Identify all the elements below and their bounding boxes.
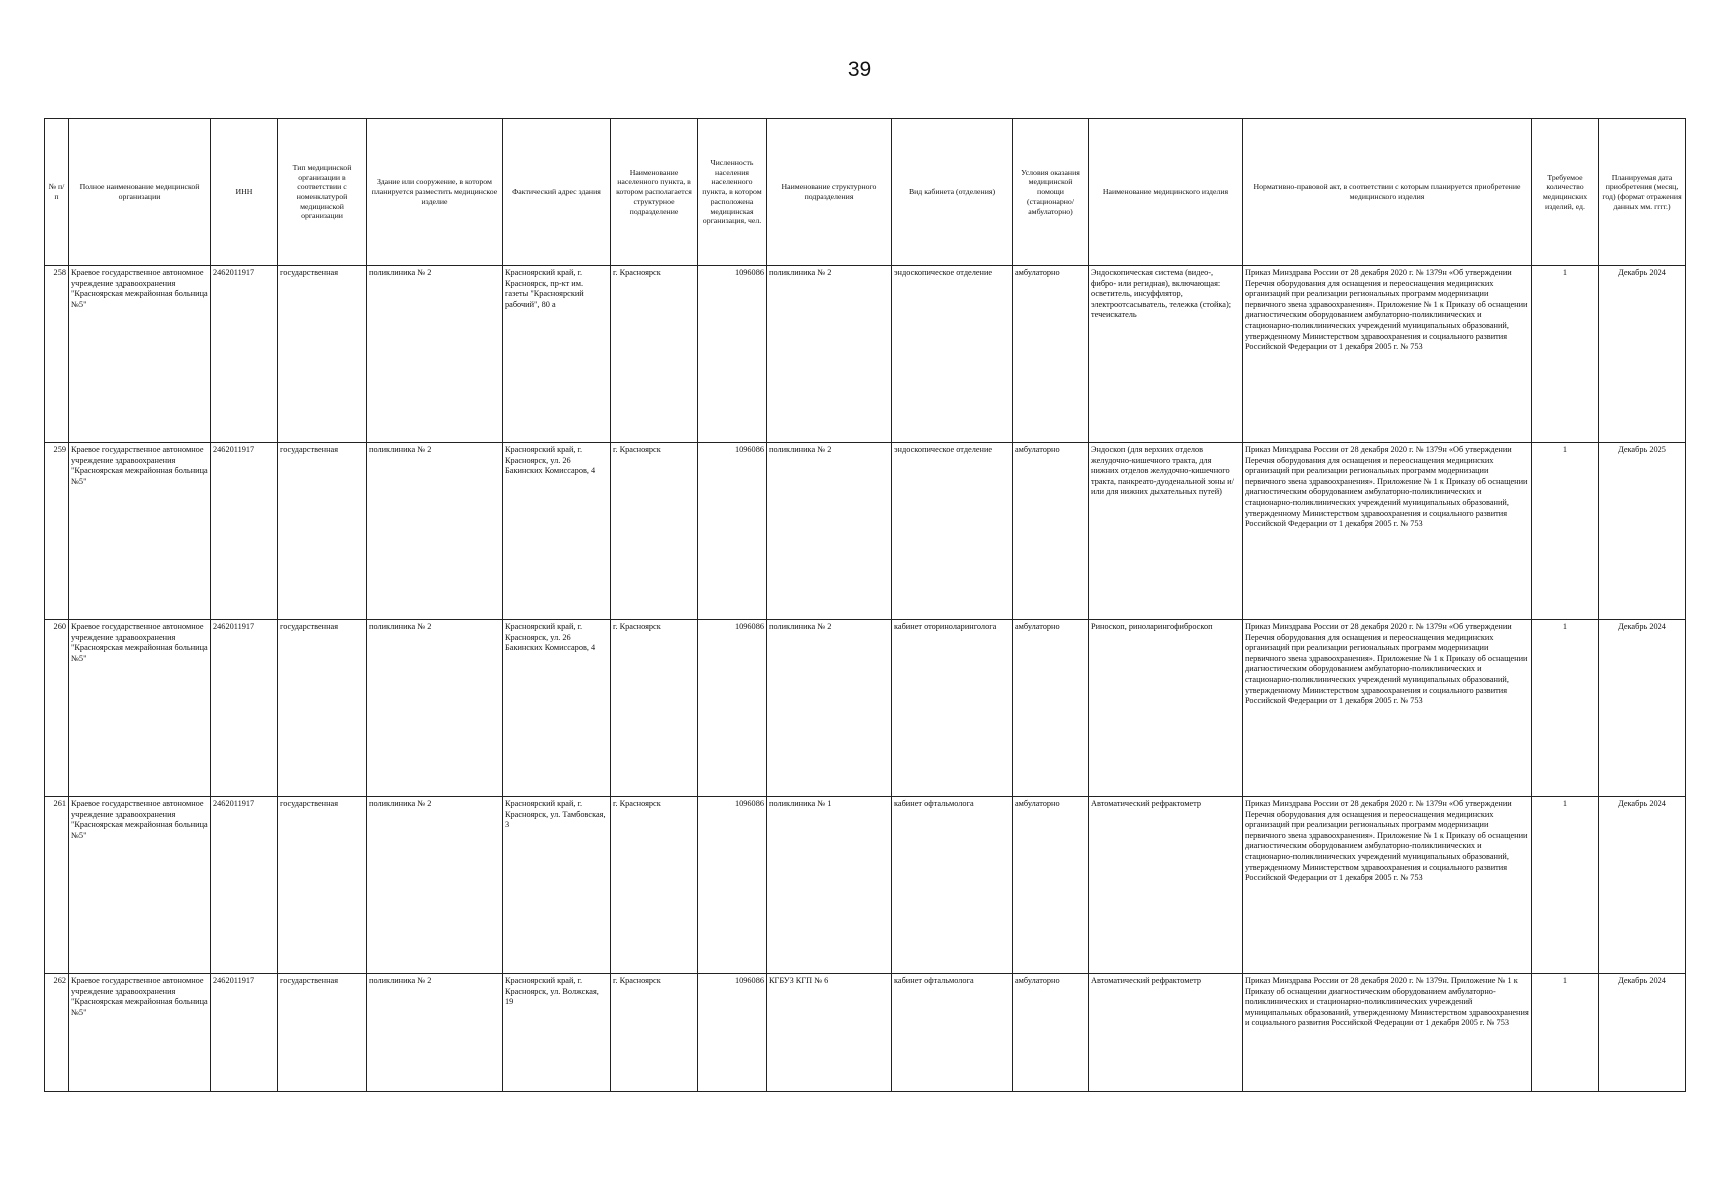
cell-building: поликлиника № 2 <box>367 266 503 443</box>
cell-date: Декабрь 2024 <box>1599 797 1686 974</box>
col-header-building: Здание или сооружение, в котором планируется разместить медицинское изделие <box>367 119 503 266</box>
col-header-act: Нормативно-правовой акт, в соответствии с которым планируется приобретение медицинского изделия <box>1243 119 1532 266</box>
cell-act: Приказ Минздрава России от 28 декабря 2020 г. № 1379н «Об утверждении Перечня оборудования для оснащения и переоснащения медицинских организаций при реализации региональных программ модернизации первичного звена здравоохранения». Приложение № 1 к Приказу об оснащении диагностическим оборудованием амбулаторно-поликлинических и стационарно-поликлинических учреждений муниципальных образований, утвержденному Министерством здравоохранения и социального развития Российской Федерации от 1 декабря 2005 г. № 753 <box>1243 620 1532 797</box>
cell-population: 1096086 <box>698 620 767 797</box>
col-header-locality: Наименование населенного пункта, в котором располагается структурное подразделение <box>611 119 698 266</box>
table-row <box>45 620 1686 797</box>
cell-num: 258 <box>45 266 69 443</box>
cell-population: 1096086 <box>698 443 767 620</box>
cell-num: 261 <box>45 797 69 974</box>
cell-act: Приказ Минздрава России от 28 декабря 2020 г. № 1379н «Об утверждении Перечня оборудования для оснащения и переоснащения медицинских организаций при реализации региональных программ модернизации первичного звена здравоохранения». Приложение № 1 к Приказу об оснащении диагностическим оборудованием амбулаторно-поликлинических и стационарно-поликлинических учреждений муниципальных образований, утвержденному Министерством здравоохранения и социального развития Российской Федерации от 1 декабря 2005 г. № 753 <box>1243 443 1532 620</box>
cell-locality: г. Красноярск <box>611 620 698 797</box>
cell-type: государственная <box>278 974 367 1092</box>
cell-room: кабинет оториноларинголога <box>892 620 1013 797</box>
cell-qty: 1 <box>1532 974 1599 1092</box>
cell-inn: 2462011917 <box>211 443 278 620</box>
cell-org: Краевое государственное автономное учреждение здравоохранения "Красноярская межрайонная больница №5" <box>69 797 211 974</box>
cell-conditions: амбулаторно <box>1013 797 1089 974</box>
cell-room: кабинет офтальмолога <box>892 797 1013 974</box>
cell-unit: КГБУЗ КГП № 6 <box>767 974 892 1092</box>
cell-unit: поликлиника № 2 <box>767 443 892 620</box>
col-header-conditions: Условия оказания медицинской помощи (стационарно/ амбулаторно) <box>1013 119 1089 266</box>
cell-address: Красноярский край, г. Красноярск, ул. 26 Бакинских Комиссаров, 4 <box>503 620 611 797</box>
cell-type: государственная <box>278 797 367 974</box>
cell-population: 1096086 <box>698 797 767 974</box>
cell-locality: г. Красноярск <box>611 797 698 974</box>
cell-inn: 2462011917 <box>211 974 278 1092</box>
page-number: 39 <box>847 58 872 81</box>
cell-building: поликлиника № 2 <box>367 974 503 1092</box>
cell-building: поликлиника № 2 <box>367 797 503 974</box>
cell-date: Декабрь 2025 <box>1599 443 1686 620</box>
col-header-org: Полное наименование медицинской организации <box>69 119 211 266</box>
cell-conditions: амбулаторно <box>1013 443 1089 620</box>
cell-date: Декабрь 2024 <box>1599 620 1686 797</box>
cell-conditions: амбулаторно <box>1013 974 1089 1092</box>
cell-date: Декабрь 2024 <box>1599 974 1686 1092</box>
cell-room: кабинет офтальмолога <box>892 974 1013 1092</box>
table-row <box>45 443 1686 620</box>
cell-population: 1096086 <box>698 266 767 443</box>
cell-device: Эндоскопическая система (видео-, фибро- или регидная), включающая: осветитель, инсуффлятор, электроотсасыватель, тележка (стойка); течеискатель <box>1089 266 1243 443</box>
cell-type: государственная <box>278 620 367 797</box>
cell-act: Приказ Минздрава России от 28 декабря 2020 г. № 1379н «Об утверждении Перечня оборудования для оснащения и переоснащения медицинских организаций при реализации региональных программ модернизации первичного звена здравоохранения». Приложение № 1 к Приказу об оснащении диагностическим оборудованием амбулаторно-поликлинических и стационарно-поликлинических учреждений муниципальных образований, утвержденному Министерством здравоохранения и социального развития Российской Федерации от 1 декабря 2005 г. № 753 <box>1243 797 1532 974</box>
cell-device: Эндоскоп (для верхних отделов желудочно-кишечного тракта, для нижних отделов желудочно-кишечного тракта, панкреато-дуоденальной зоны и/или для нижних дыхательных путей) <box>1089 443 1243 620</box>
cell-inn: 2462011917 <box>211 797 278 974</box>
cell-date: Декабрь 2024 <box>1599 266 1686 443</box>
cell-address: Красноярский край, г. Красноярск, пр-кт им. газеты "Красноярский рабочий", 80 а <box>503 266 611 443</box>
cell-unit: поликлиника № 1 <box>767 797 892 974</box>
cell-qty: 1 <box>1532 266 1599 443</box>
equipment-table <box>44 118 1686 1092</box>
col-header-unit: Наименование структурного подразделения <box>767 119 892 266</box>
cell-locality: г. Красноярск <box>611 974 698 1092</box>
cell-locality: г. Красноярск <box>611 266 698 443</box>
cell-address: Красноярский край, г. Красноярск, ул. 26 Бакинских Комиссаров, 4 <box>503 443 611 620</box>
col-header-num: № п/п <box>45 119 69 266</box>
col-header-address: Фактический адрес здания <box>503 119 611 266</box>
col-header-type: Тип медицинской организации в соответствии с номенклатурой медицинской организации <box>278 119 367 266</box>
cell-address: Красноярский край, г. Красноярск, ул. Волжская, 19 <box>503 974 611 1092</box>
cell-locality: г. Красноярск <box>611 443 698 620</box>
cell-type: государственная <box>278 266 367 443</box>
cell-org: Краевое государственное автономное учреждение здравоохранения "Красноярская межрайонная больница №5" <box>69 620 211 797</box>
table-row <box>45 797 1686 974</box>
cell-inn: 2462011917 <box>211 266 278 443</box>
cell-building: поликлиника № 2 <box>367 443 503 620</box>
cell-act: Приказ Минздрава России от 28 декабря 2020 г. № 1379н. Приложение № 1 к Приказу об оснащении диагностическим оборудованием амбулаторно-поликлинических и стационарно-поликлинических учреждений муниципальных образований, утвержденному Министерством здравоохранения и социального развития Российской Федерации от 1 декабря 2005 г. № 753 <box>1243 974 1532 1092</box>
table-header-row <box>45 119 1686 266</box>
cell-unit: поликлиника № 2 <box>767 266 892 443</box>
cell-org: Краевое государственное автономное учреждение здравоохранения "Красноярская межрайонная больница №5" <box>69 443 211 620</box>
cell-unit: поликлиника № 2 <box>767 620 892 797</box>
cell-conditions: амбулаторно <box>1013 266 1089 443</box>
cell-device: Риноскоп, риноларингофиброскоп <box>1089 620 1243 797</box>
col-header-qty: Требуемое количество медицинских изделий, ед. <box>1532 119 1599 266</box>
cell-qty: 1 <box>1532 797 1599 974</box>
col-header-room: Вид кабинета (отделения) <box>892 119 1013 266</box>
cell-qty: 1 <box>1532 620 1599 797</box>
col-header-population: Численность населения населенного пункта, в котором расположена медицинская организация, чел. <box>698 119 767 266</box>
cell-qty: 1 <box>1532 443 1599 620</box>
table-row <box>45 266 1686 443</box>
cell-device: Автоматический рефрактометр <box>1089 974 1243 1092</box>
cell-inn: 2462011917 <box>211 620 278 797</box>
col-header-date: Планируемая дата приобретения (месяц, год) (формат отражения данных мм. гггг.) <box>1599 119 1686 266</box>
cell-org: Краевое государственное автономное учреждение здравоохранения "Красноярская межрайонная больница №5" <box>69 974 211 1092</box>
cell-num: 259 <box>45 443 69 620</box>
col-header-device: Наименование медицинского изделия <box>1089 119 1243 266</box>
cell-address: Красноярский край, г. Красноярск, ул. Тамбовская, 3 <box>503 797 611 974</box>
cell-type: государственная <box>278 443 367 620</box>
cell-num: 260 <box>45 620 69 797</box>
cell-building: поликлиника № 2 <box>367 620 503 797</box>
cell-room: эндоскопическое отделение <box>892 266 1013 443</box>
cell-device: Автоматический рефрактометр <box>1089 797 1243 974</box>
col-header-inn: ИНН <box>211 119 278 266</box>
cell-population: 1096086 <box>698 974 767 1092</box>
cell-act: Приказ Минздрава России от 28 декабря 2020 г. № 1379н «Об утверждении Перечня оборудования для оснащения и переоснащения медицинских организаций при реализации региональных программ модернизации первичного звена здравоохранения». Приложение № 1 к Приказу об оснащении диагностическим оборудованием амбулаторно-поликлинических и стационарно-поликлинических учреждений муниципальных образований, утвержденному Министерством здравоохранения и социального развития Российской Федерации от 1 декабря 2005 г. № 753 <box>1243 266 1532 443</box>
cell-num: 262 <box>45 974 69 1092</box>
cell-room: эндоскопическое отделение <box>892 443 1013 620</box>
table-row <box>45 974 1686 1092</box>
cell-org: Краевое государственное автономное учреждение здравоохранения "Красноярская межрайонная больница №5" <box>69 266 211 443</box>
cell-conditions: амбулаторно <box>1013 620 1089 797</box>
